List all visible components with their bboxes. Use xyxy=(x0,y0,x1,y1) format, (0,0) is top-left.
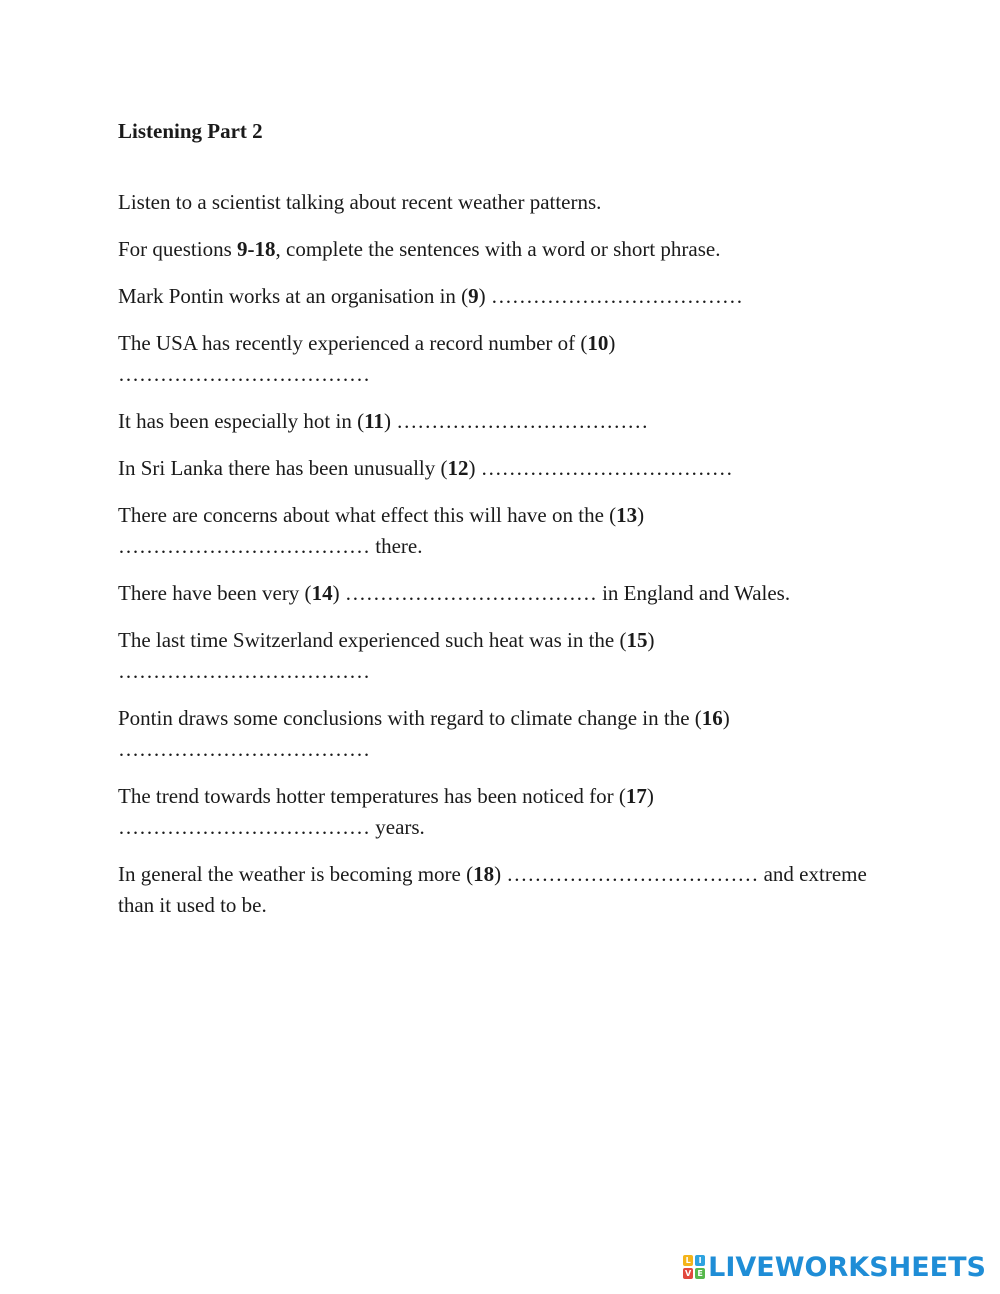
question-13: There are concerns about what effect this will have on the (13) ……………………………… there. xyxy=(118,503,645,558)
question-number: 17 xyxy=(625,784,647,808)
question-number: 9 xyxy=(468,284,479,308)
instruction-text xyxy=(118,234,878,265)
question-10: The USA has recently experienced a record number of (10) ……………………………… xyxy=(118,331,616,386)
answer-blank[interactable]: ……………………………… xyxy=(490,284,743,308)
intro-text: Listen to a scientist talking about recent weather patterns. xyxy=(118,190,602,214)
question-18: In general the weather is becoming more (18) ……………………………… and extreme than it used to be. xyxy=(118,862,867,917)
question-17: The trend towards hotter temperatures has been noticed for (17) ……………………………… years. xyxy=(118,784,654,839)
answer-blank[interactable]: ……………………………… xyxy=(118,534,370,558)
worksheet xyxy=(118,116,878,937)
question-number: 14 xyxy=(311,581,333,605)
question-number: 16 xyxy=(701,706,723,730)
instruction-before: For questions xyxy=(118,237,238,261)
question-number: 11 xyxy=(364,409,384,433)
answer-blank[interactable]: ……………………………… xyxy=(506,862,759,886)
question-number: 12 xyxy=(447,456,469,480)
question-number: 18 xyxy=(473,862,495,886)
answer-blank[interactable]: ……………………………… xyxy=(118,815,370,839)
logo-tile-i: I xyxy=(695,1255,705,1266)
question-11: It has been especially hot in (11) ……………………………… xyxy=(118,409,649,433)
worksheet-title: Listening Part 2 xyxy=(118,119,263,143)
liveworksheets-logo[interactable] xyxy=(683,1250,986,1284)
question-12: In Sri Lanka there has been unusually (12) ……………………………… xyxy=(118,456,733,480)
answer-blank[interactable]: ……………………………… xyxy=(118,737,370,761)
logo-tile-e: E xyxy=(695,1268,705,1279)
answer-blank[interactable]: ……………………………… xyxy=(118,659,370,683)
liveworksheets-logo-icon xyxy=(683,1255,705,1279)
question-number: 10 xyxy=(587,331,609,355)
question-14: There have been very (14) ……………………………… in England and Wales. xyxy=(118,581,791,605)
liveworksheets-logo-text: LIVEWORKSHEETS xyxy=(708,1251,986,1283)
answer-blank[interactable]: ……………………………… xyxy=(118,362,370,386)
logo-tile-v: V xyxy=(685,1269,692,1278)
answer-blank[interactable]: ……………………………… xyxy=(396,409,649,433)
question-number: 15 xyxy=(626,628,648,652)
answer-blank[interactable]: ……………………………… xyxy=(344,581,597,605)
answer-blank[interactable]: ……………………………… xyxy=(480,456,733,480)
logo-tile-l: L xyxy=(683,1255,693,1266)
question-9: Mark Pontin works at an organisation in (9) ……………………………… xyxy=(118,284,743,308)
question-15: The last time Switzerland experienced such heat was in the (15) ……………………………… xyxy=(118,628,655,683)
question-16: Pontin draws some conclusions with regard to climate change in the (16) ……………………………… xyxy=(118,706,730,761)
question-number: 13 xyxy=(616,503,638,527)
instruction-after: , complete the sentences with a word or short phrase. xyxy=(275,237,721,261)
question-range: 9-18 xyxy=(237,237,276,261)
